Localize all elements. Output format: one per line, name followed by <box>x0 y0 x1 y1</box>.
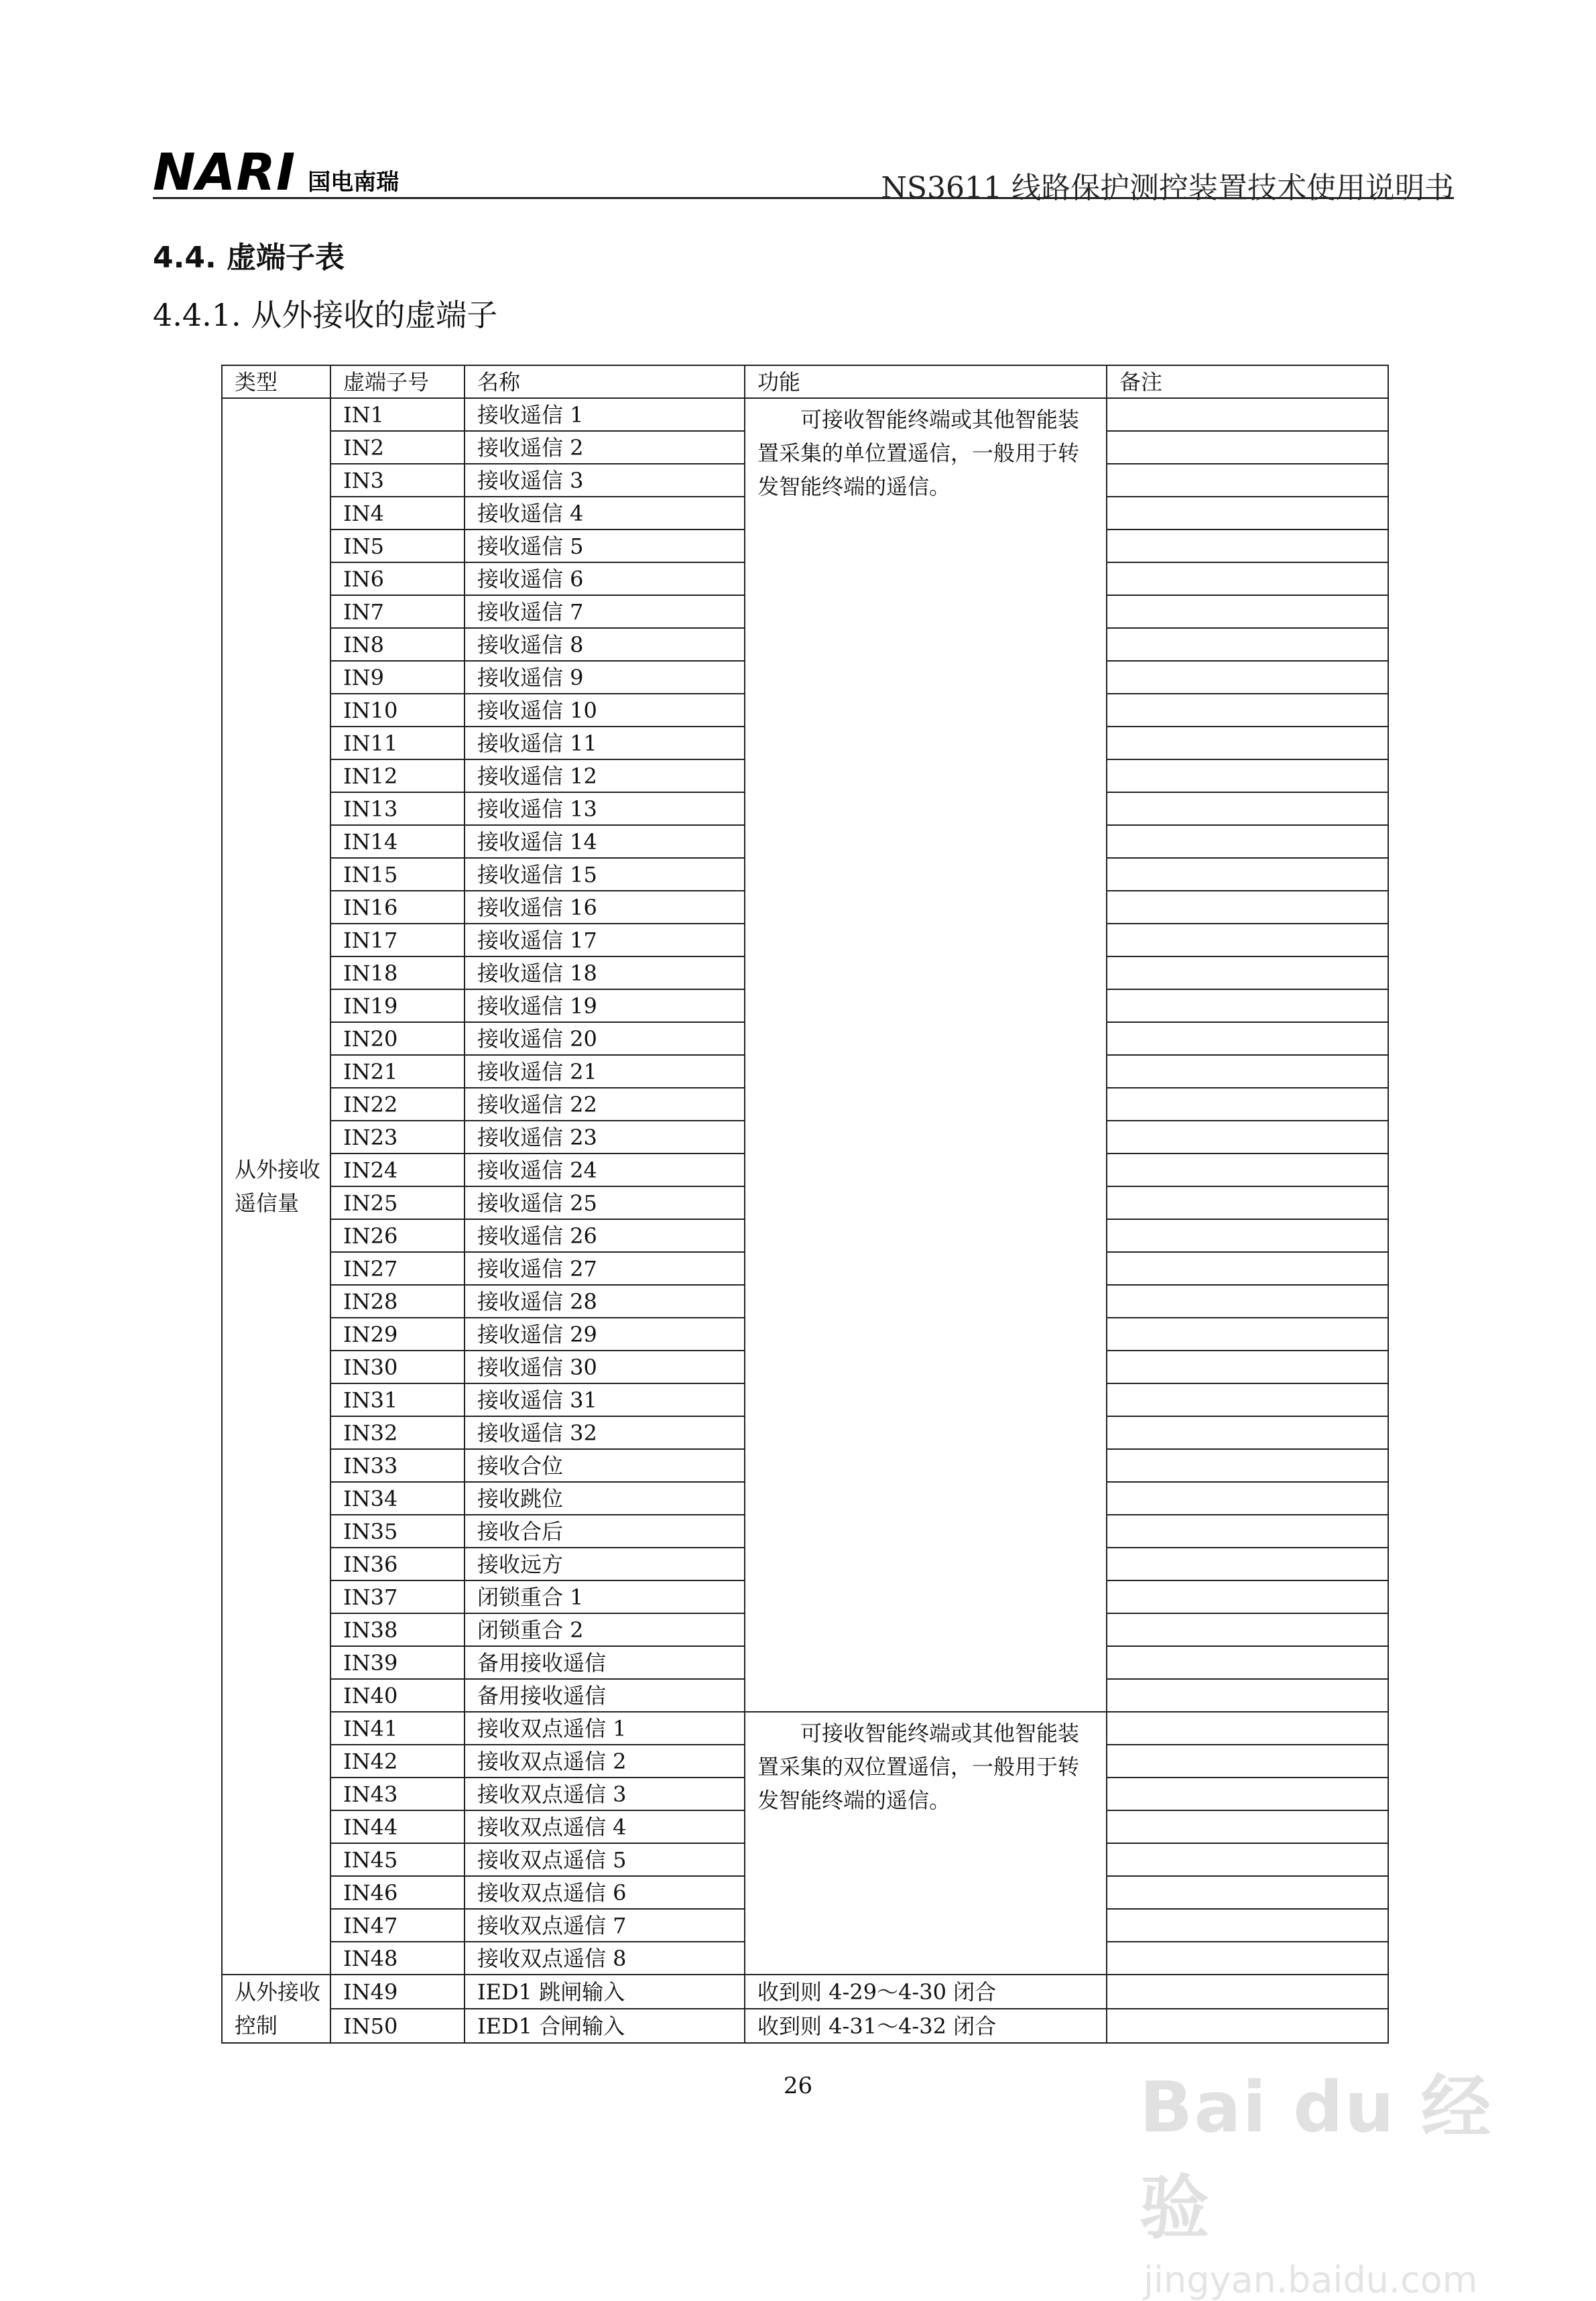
terminal-name-cell: 接收遥信 19 <box>465 989 745 1022</box>
terminal-name-cell: 接收遥信 28 <box>465 1285 745 1318</box>
terminal-name-cell: 闭锁重合 2 <box>465 1613 745 1646</box>
terminal-id-cell: IN44 <box>330 1810 465 1843</box>
terminal-id-cell: IN20 <box>330 1022 465 1055</box>
terminal-name-cell: 接收遥信 29 <box>465 1318 745 1351</box>
terminal-name-cell: 接收双点遥信 3 <box>465 1778 745 1810</box>
terminal-id-cell: IN46 <box>330 1876 465 1909</box>
terminal-id-cell: IN29 <box>330 1318 465 1351</box>
terminal-id-cell: IN45 <box>330 1843 465 1876</box>
terminal-id-cell: IN48 <box>330 1942 465 1975</box>
terminal-id-cell: IN30 <box>330 1351 465 1383</box>
terminal-name-cell: 接收跳位 <box>465 1482 745 1515</box>
terminal-name-cell: 接收遥信 7 <box>465 595 745 628</box>
col-func-header: 功能 <box>745 365 1107 398</box>
terminal-name-cell: 接收双点遥信 4 <box>465 1810 745 1843</box>
watermark-url: jingyan.baidu.com <box>1144 2259 1478 2301</box>
remark-cell <box>1107 1810 1388 1843</box>
remark-cell <box>1107 1022 1388 1055</box>
remark-cell <box>1107 464 1388 497</box>
col-id-header: 虚端子号 <box>330 365 465 398</box>
col-name-header: 名称 <box>465 365 745 398</box>
terminal-id-cell: IN15 <box>330 858 465 891</box>
terminal-name-cell: 接收遥信 14 <box>465 825 745 858</box>
terminal-id-cell: IN19 <box>330 989 465 1022</box>
terminal-name-cell: 接收遥信 4 <box>465 497 745 530</box>
terminal-id-cell: IN23 <box>330 1121 465 1154</box>
terminal-id-cell: IN31 <box>330 1383 465 1416</box>
remark-cell <box>1107 595 1388 628</box>
terminal-name-cell: 接收遥信 15 <box>465 858 745 891</box>
terminal-id-cell: IN43 <box>330 1778 465 1810</box>
table-row <box>222 1975 1388 2009</box>
remark-cell <box>1107 1351 1388 1383</box>
type-cell-control: 从外接收控制 <box>222 1975 330 2043</box>
remark-cell <box>1107 989 1388 1022</box>
remark-cell <box>1107 825 1388 858</box>
terminal-id-cell: IN28 <box>330 1285 465 1318</box>
remark-cell <box>1107 1318 1388 1351</box>
terminal-id-cell: IN35 <box>330 1515 465 1548</box>
subsection-heading: 4.4.1. 从外接收的虚端子 <box>153 297 498 333</box>
terminal-id-cell: IN2 <box>330 431 465 464</box>
remark-cell <box>1107 1909 1388 1942</box>
terminal-id-cell: IN12 <box>330 759 465 792</box>
remark-cell <box>1107 1942 1388 1975</box>
remark-cell <box>1107 1416 1388 1449</box>
terminal-id-cell: IN5 <box>330 530 465 562</box>
terminal-id-cell: IN21 <box>330 1055 465 1088</box>
remark-cell <box>1107 1580 1388 1613</box>
remark-cell <box>1107 1778 1388 1810</box>
terminal-id-cell: IN39 <box>330 1646 465 1679</box>
remark-cell <box>1107 1482 1388 1515</box>
terminal-name-cell: 接收遥信 23 <box>465 1121 745 1154</box>
remark-cell <box>1107 530 1388 562</box>
terminal-name-cell: 接收遥信 3 <box>465 464 745 497</box>
terminal-name-cell: 接收遥信 31 <box>465 1383 745 1416</box>
terminal-name-cell: 接收遥信 2 <box>465 431 745 464</box>
table-row <box>222 1712 1388 1745</box>
terminal-id-cell: IN13 <box>330 792 465 825</box>
terminal-name-cell: 接收遥信 1 <box>465 398 745 431</box>
terminal-name-cell: 接收遥信 25 <box>465 1186 745 1219</box>
terminal-name-cell: 接收遥信 22 <box>465 1088 745 1121</box>
terminal-id-cell: IN25 <box>330 1186 465 1219</box>
terminal-id-cell: IN7 <box>330 595 465 628</box>
terminal-name-cell: 接收遥信 24 <box>465 1154 745 1186</box>
terminal-name-cell: 接收遥信 21 <box>465 1055 745 1088</box>
terminal-id-cell: IN32 <box>330 1416 465 1449</box>
function-cell-single-point: 可接收智能终端或其他智能装置采集的单位置遥信，一般用于转发智能终端的遥信。 <box>745 398 1107 1712</box>
terminal-id-cell: IN49 <box>330 1975 465 2009</box>
header-divider <box>153 197 1454 199</box>
terminal-id-cell: IN9 <box>330 661 465 694</box>
virtual-terminal-table <box>221 365 1389 2044</box>
terminal-name-cell: 接收合位 <box>465 1449 745 1482</box>
remark-cell <box>1107 1745 1388 1778</box>
terminal-id-cell: IN26 <box>330 1219 465 1252</box>
terminal-id-cell: IN33 <box>330 1449 465 1482</box>
remark-cell <box>1107 792 1388 825</box>
section-heading: 4.4. 虚端子表 <box>153 241 345 275</box>
remark-cell <box>1107 398 1388 431</box>
col-note-header: 备注 <box>1107 365 1388 398</box>
terminal-name-cell: 备用接收遥信 <box>465 1679 745 1712</box>
terminal-name-cell: 接收双点遥信 6 <box>465 1876 745 1909</box>
remark-cell <box>1107 1646 1388 1679</box>
terminal-name-cell: 接收遥信 12 <box>465 759 745 792</box>
col-type-header: 类型 <box>222 365 330 398</box>
terminal-id-cell: IN27 <box>330 1252 465 1285</box>
logo-text: NARI <box>153 142 296 202</box>
terminal-name-cell: 接收双点遥信 1 <box>465 1712 745 1745</box>
baidu-jingyan-watermark <box>1140 2051 1515 2301</box>
remark-cell <box>1107 1121 1388 1154</box>
terminal-name-cell: 接收双点遥信 7 <box>465 1909 745 1942</box>
remark-cell <box>1107 497 1388 530</box>
remark-cell <box>1107 727 1388 759</box>
remark-cell <box>1107 431 1388 464</box>
remark-cell <box>1107 661 1388 694</box>
remark-cell <box>1107 956 1388 989</box>
terminal-id-cell: IN41 <box>330 1712 465 1745</box>
remark-cell <box>1107 924 1388 956</box>
terminal-name-cell: 接收遥信 9 <box>465 661 745 694</box>
terminal-name-cell: 接收遥信 26 <box>465 1219 745 1252</box>
terminal-name-cell: 接收双点遥信 2 <box>465 1745 745 1778</box>
remark-cell <box>1107 1055 1388 1088</box>
remark-cell <box>1107 562 1388 595</box>
watermark-logo: Bai du 经验 <box>1140 2066 1492 2249</box>
terminal-name-cell: 接收双点遥信 5 <box>465 1843 745 1876</box>
terminal-id-cell: IN40 <box>330 1679 465 1712</box>
terminal-id-cell: IN47 <box>330 1909 465 1942</box>
terminal-name-cell: IED1 跳闸输入 <box>465 1975 745 2009</box>
remark-cell <box>1107 1383 1388 1416</box>
remark-cell <box>1107 1219 1388 1252</box>
terminal-id-cell: IN6 <box>330 562 465 595</box>
terminal-name-cell: 接收遥信 32 <box>465 1416 745 1449</box>
type-cell-remote-signal: 从外接收遥信量 <box>222 398 330 1975</box>
terminal-id-cell: IN4 <box>330 497 465 530</box>
terminal-id-cell: IN14 <box>330 825 465 858</box>
terminal-name-cell: IED1 合闸输入 <box>465 2009 745 2043</box>
remark-cell <box>1107 1449 1388 1482</box>
terminal-name-cell: 接收遥信 27 <box>465 1252 745 1285</box>
remark-cell <box>1107 2009 1388 2043</box>
remark-cell <box>1107 1843 1388 1876</box>
terminal-id-cell: IN3 <box>330 464 465 497</box>
terminal-id-cell: IN1 <box>330 398 465 431</box>
terminal-id-cell: IN17 <box>330 924 465 956</box>
remark-cell <box>1107 1613 1388 1646</box>
terminal-name-cell: 接收遥信 10 <box>465 694 745 727</box>
remark-cell <box>1107 858 1388 891</box>
remark-cell <box>1107 1876 1388 1909</box>
terminal-name-cell: 接收遥信 18 <box>465 956 745 989</box>
table-row <box>222 398 1388 431</box>
table-row <box>222 2009 1388 2043</box>
page-number: 26 <box>783 2072 813 2099</box>
terminal-id-cell: IN34 <box>330 1482 465 1515</box>
remark-cell <box>1107 1548 1388 1580</box>
terminal-id-cell: IN10 <box>330 694 465 727</box>
remark-cell <box>1107 1088 1388 1121</box>
remark-cell <box>1107 1679 1388 1712</box>
remark-cell <box>1107 1154 1388 1186</box>
terminal-name-cell: 接收遥信 13 <box>465 792 745 825</box>
terminal-id-cell: IN18 <box>330 956 465 989</box>
terminal-id-cell: IN24 <box>330 1154 465 1186</box>
nari-logo <box>153 142 400 202</box>
terminal-id-cell: IN8 <box>330 628 465 661</box>
function-cell: 收到则 4-29～4-30 闭合 <box>745 1975 1107 2009</box>
remark-cell <box>1107 1515 1388 1548</box>
remark-cell <box>1107 1252 1388 1285</box>
terminal-name-cell: 备用接收遥信 <box>465 1646 745 1679</box>
remark-cell <box>1107 1975 1388 2009</box>
terminal-name-cell: 接收遥信 17 <box>465 924 745 956</box>
terminal-id-cell: IN36 <box>330 1548 465 1580</box>
terminal-name-cell: 闭锁重合 1 <box>465 1580 745 1613</box>
remark-cell <box>1107 694 1388 727</box>
terminal-name-cell: 接收合后 <box>465 1515 745 1548</box>
terminal-name-cell: 接收远方 <box>465 1548 745 1580</box>
terminal-id-cell: IN37 <box>330 1580 465 1613</box>
function-cell-double-point: 可接收智能终端或其他智能装置采集的双位置遥信，一般用于转发智能终端的遥信。 <box>745 1712 1107 1975</box>
terminal-name-cell: 接收遥信 20 <box>465 1022 745 1055</box>
remark-cell <box>1107 628 1388 661</box>
terminal-id-cell: IN50 <box>330 2009 465 2043</box>
table-header-row <box>222 365 1388 398</box>
terminal-id-cell: IN16 <box>330 891 465 924</box>
terminal-id-cell: IN42 <box>330 1745 465 1778</box>
terminal-id-cell: IN11 <box>330 727 465 759</box>
remark-cell <box>1107 1285 1388 1318</box>
function-cell: 收到则 4-31～4-32 闭合 <box>745 2009 1107 2043</box>
terminal-name-cell: 接收遥信 16 <box>465 891 745 924</box>
terminal-name-cell: 接收遥信 5 <box>465 530 745 562</box>
remark-cell <box>1107 1186 1388 1219</box>
terminal-name-cell: 接收遥信 30 <box>465 1351 745 1383</box>
terminal-name-cell: 接收遥信 6 <box>465 562 745 595</box>
terminal-name-cell: 接收双点遥信 8 <box>465 1942 745 1975</box>
remark-cell <box>1107 759 1388 792</box>
terminal-id-cell: IN38 <box>330 1613 465 1646</box>
terminal-name-cell: 接收遥信 8 <box>465 628 745 661</box>
remark-cell <box>1107 891 1388 924</box>
remark-cell <box>1107 1712 1388 1745</box>
logo-cn-text: 国电南瑞 <box>308 169 400 196</box>
document-title: NS3611 线路保护测控装置技术使用说明书 <box>881 171 1454 205</box>
terminal-id-cell: IN22 <box>330 1088 465 1121</box>
terminal-name-cell: 接收遥信 11 <box>465 727 745 759</box>
